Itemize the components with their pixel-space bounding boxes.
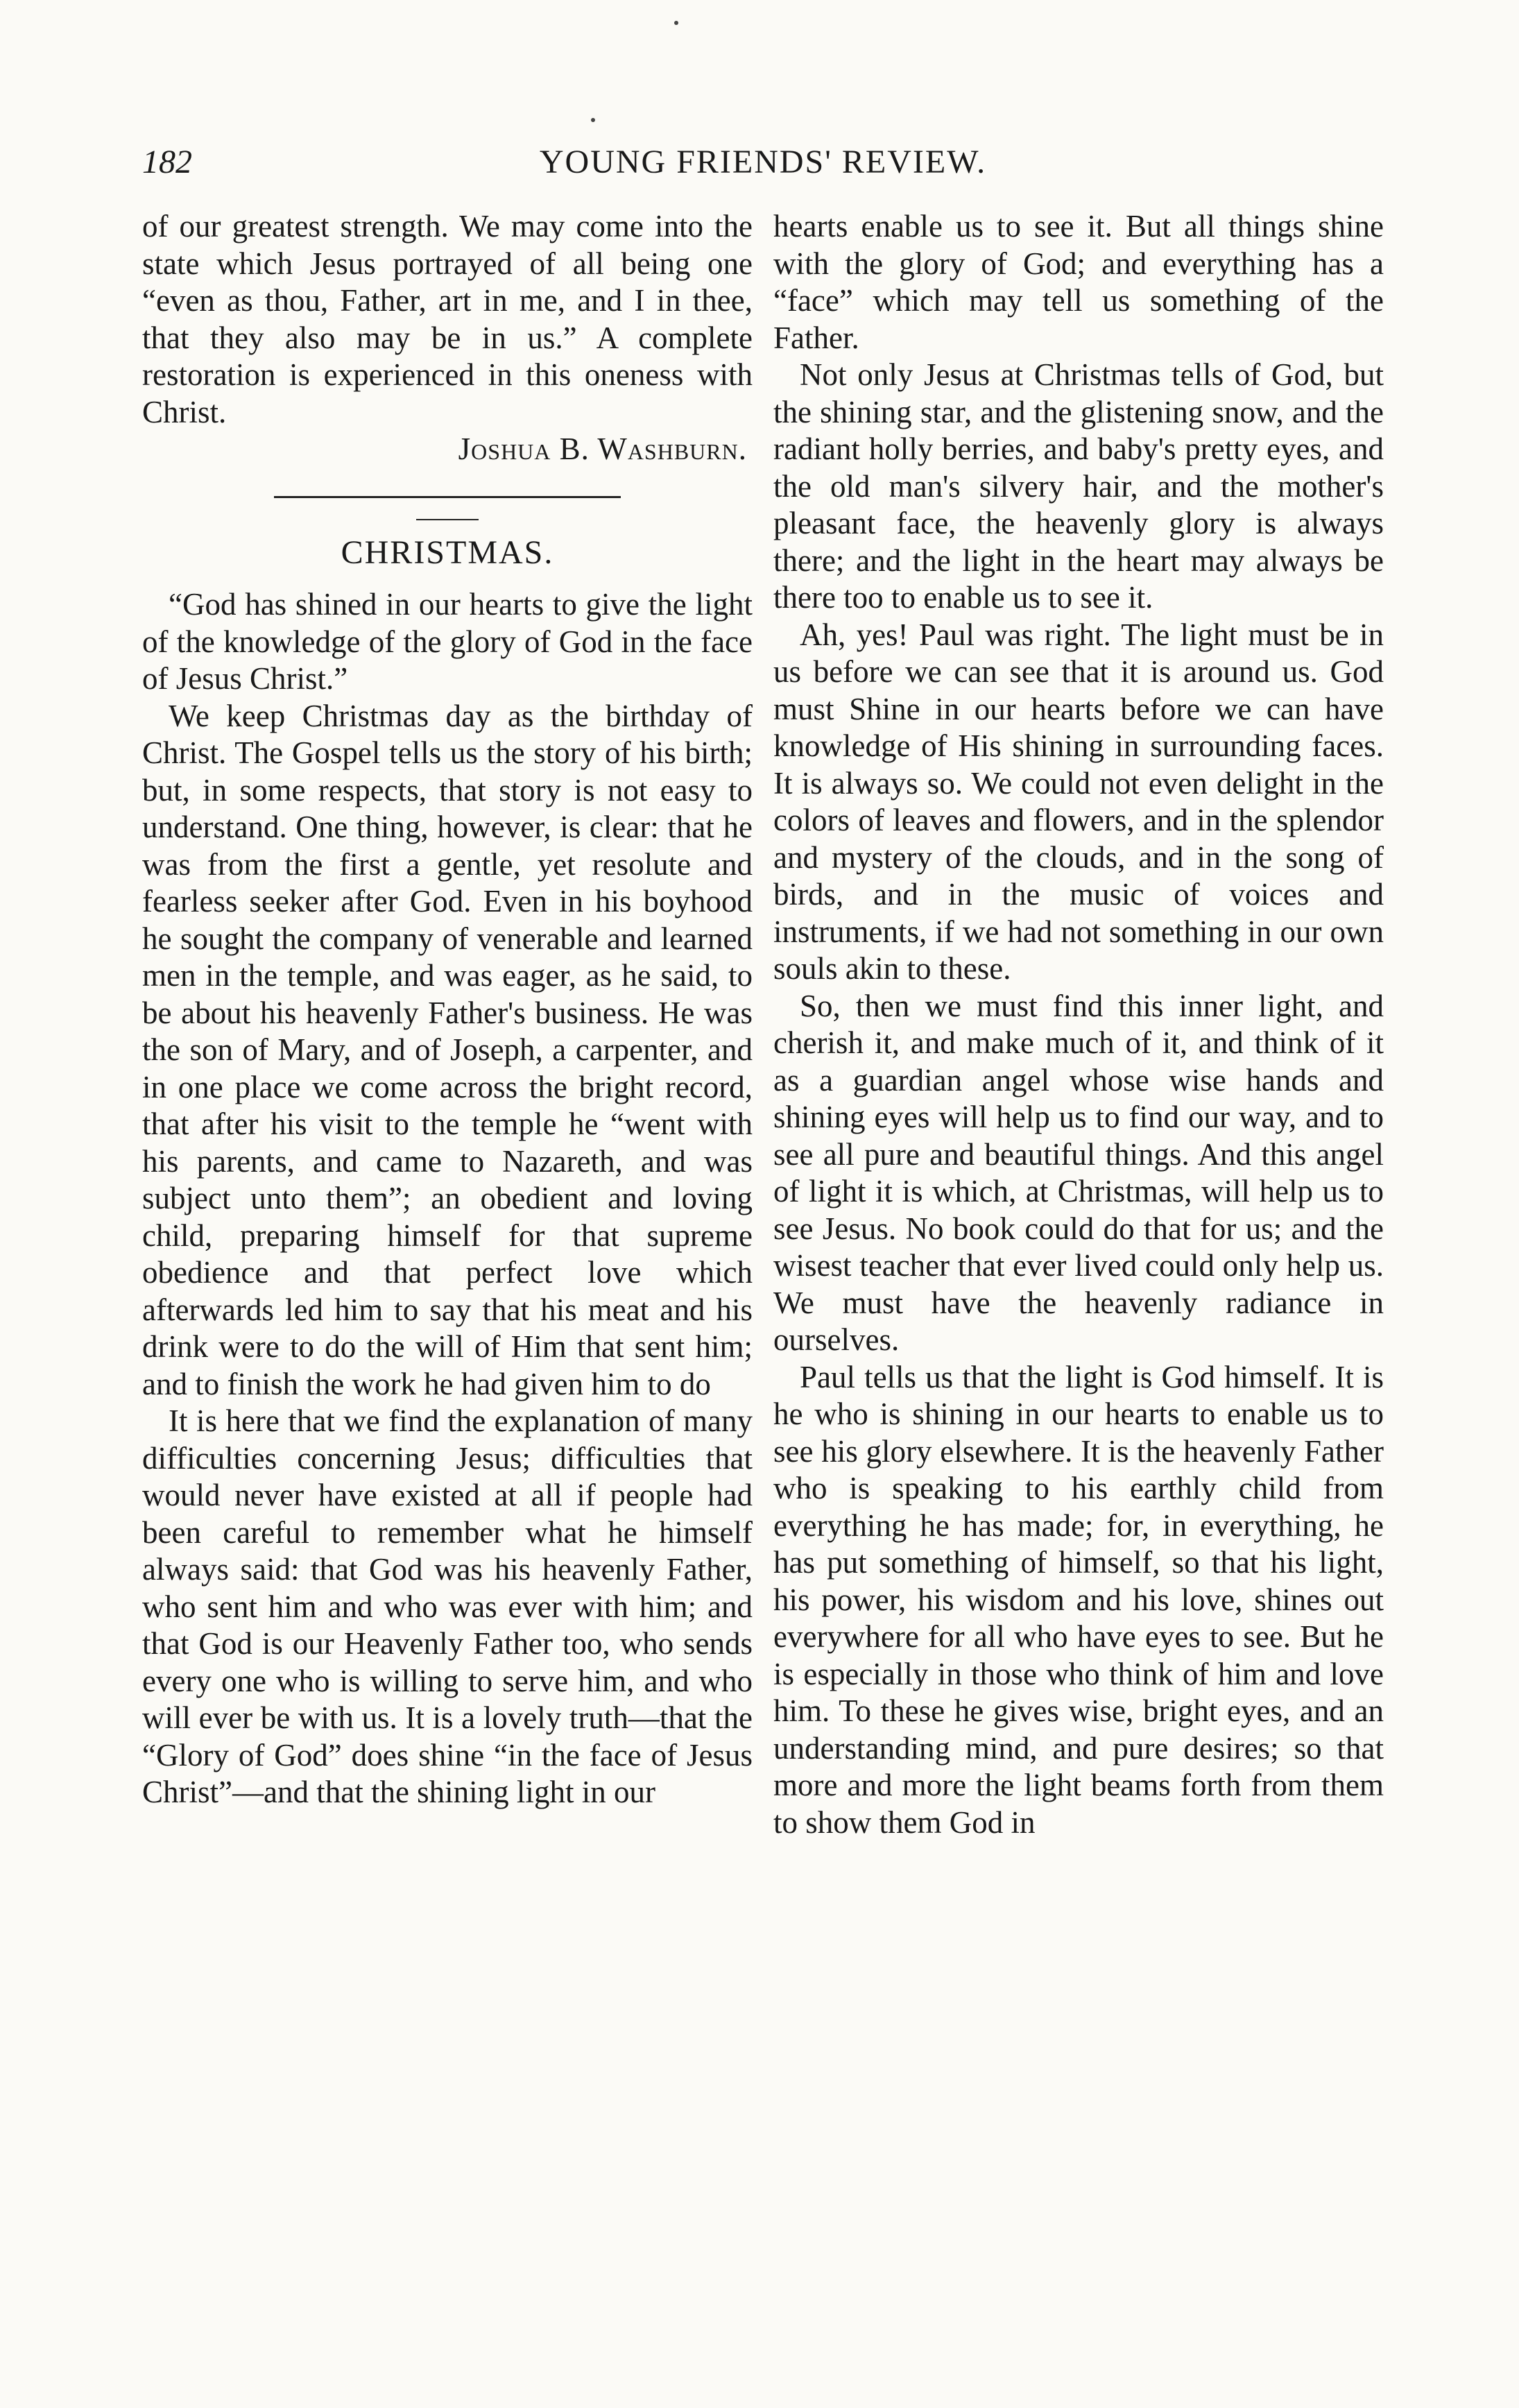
body-paragraph: Ah, yes! Paul was right. The light must be in us before we can see that it is around us. God must Shine in our hearts before we can have knowledge of His shining in surrounding faces. It is always so. We could not even delight in the colors of leaves and flowers, and in the splendor and mystery of the clouds, and in the song of birds, and in the music of voices and instruments, if we had not something in our own souls akin to these.	[773, 617, 1384, 986]
body-paragraph: It is here that we find the explanation of many difficulties concerning Jesus; difficulties that would never have existed at all if people had been careful to remember what he himself always said: that God was his heavenly Father, who sent him and who was ever with him; and that God is our Heavenly Father too, who sends every one who is willing to serve him, and who will ever be with us. It is a lovely truth—that the “Glory of God” does shine “in the face of Jesus Christ”—and that the shining light in our	[142, 1403, 753, 1809]
page-number: 182	[142, 144, 192, 180]
body-paragraph: Not only Jesus at Christmas tells of God, but the shining star, and the glistening snow, and the radiant holly berries, and baby's pretty eyes, and the old man's silvery hair, and the mother's pleasant face, the heavenly glory is always there; and the light in the heart may always be there too to enable us to see it.	[773, 357, 1384, 615]
speck-mark	[591, 118, 595, 122]
running-title: YOUNG FRIENDS' REVIEW.	[539, 144, 987, 180]
body-paragraph: We keep Christmas day as the birthday of Christ. The Gospel tells us the story of his birth; but, in some respects, that story is not easy to understand. One thing, however, is clear: that he was from the first a gentle, yet resolute and fearless seeker after God. Even in his boyhood he sought the company of venerable and learned men in the temple, and was eager, as he said, to be about his heavenly Father's business. He was the son of Mary, and of Joseph, a carpenter, and in one place we come across the bright record, that after his visit to the temple he “went with his parents, and came to Nazareth, and was subject unto them”; an obedient and loving child, preparing himself for that supreme obedience and that perfect love which afterwards led him to say that his meat and his drink were to do the will of Him that sent him; and to finish the work he had given him to do	[142, 698, 753, 1401]
body-paragraph: So, then we must find this inner light, and cherish it, and make much of it, and think of it as a guardian angel whose wise hands and shining eyes will help us to find our way, and to see all pure and beautiful things. And this angel of light it is which, at Christmas, will help us to see Jesus. No book could do that for us; and the wisest teacher that ever lived could only help us. We must have the heavenly radiance in ourselves.	[773, 988, 1384, 1357]
left-column	[142, 208, 753, 1811]
scripture-quote: “God has shined in our hearts to give the light of the knowledge of the glory of God in the face of Jesus Christ.”	[142, 587, 753, 696]
speck-mark	[674, 21, 678, 25]
continuation-paragraph: of our greatest strength. We may come into the state which Jesus portrayed of all being one “even as thou, Father, art in me, and I in thee, that they also may be in us.” A complete restoration is experienced in this oneness with Christ.	[142, 209, 753, 429]
right-column	[773, 208, 1384, 1841]
article-title: CHRISTMAS.	[341, 533, 554, 571]
page-header	[142, 143, 1384, 191]
title-rule	[416, 519, 479, 520]
continuation-paragraph: hearts enable us to see it. But all things shine with the glory of God; and everything has a “face” which may tell us something of the Father.	[773, 209, 1384, 355]
body-paragraph: Paul tells us that the light is God himself. It is he who is shining in our hearts to enable us to see his glory elsewhere. It is the heavenly Father who is speaking to his earthly child from everything he has made; for, in everything, he has put something of himself, so that his light, his power, his wisdom and his love, shines out everywhere for all who have eyes to see. But he is especially in those who think of him and love him. To these he gives wise, bright eyes, and an understanding mind, and pure desires; so that more and more the light beams forth from them to show them God in	[773, 1359, 1384, 1840]
section-divider	[274, 496, 621, 498]
author-signature: Joshua B. Washburn.	[458, 432, 747, 466]
